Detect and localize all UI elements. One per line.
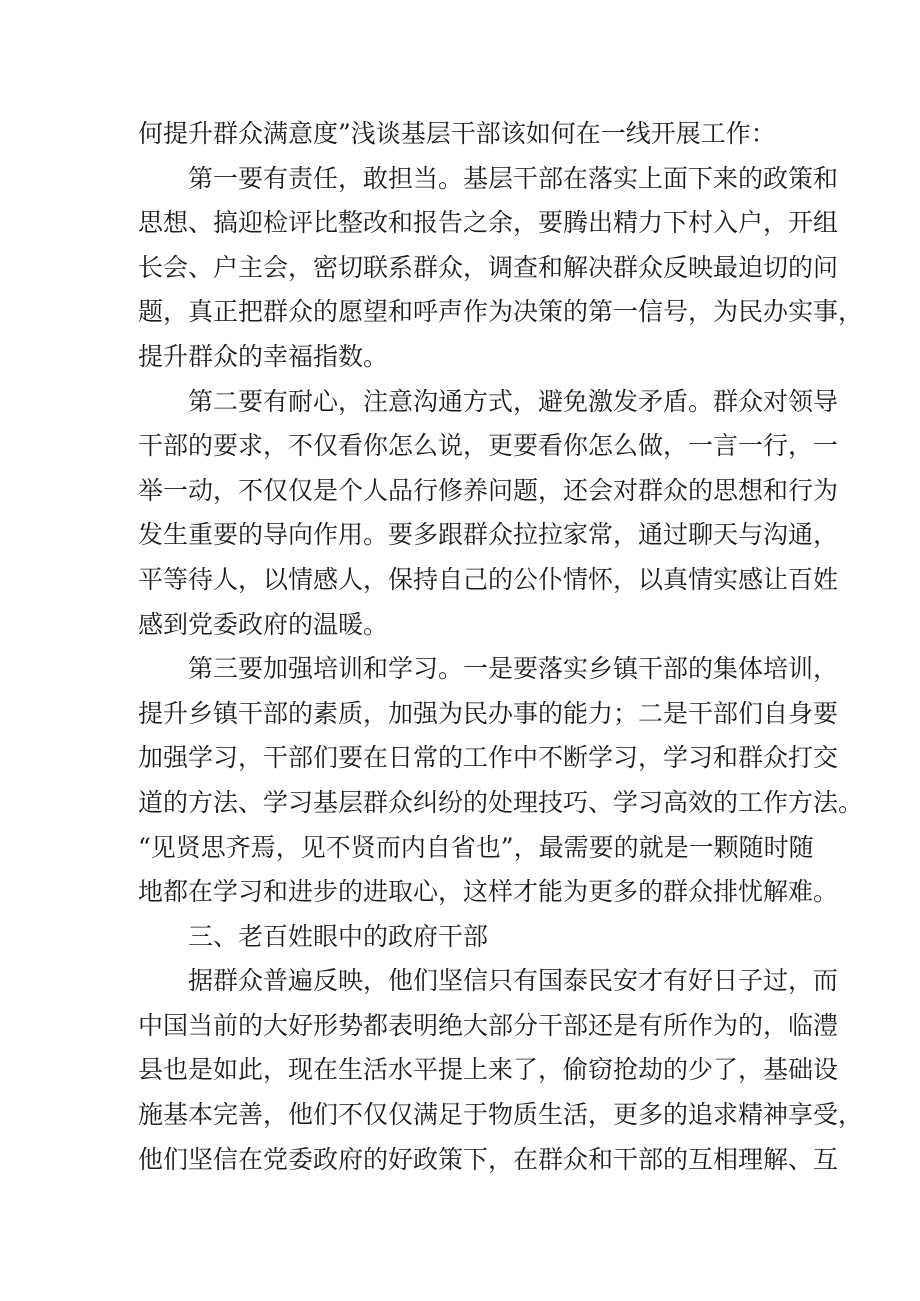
text-line: 平等待人，以情感人，保持自己的公仆情怀，以真情实感让百姓 xyxy=(138,564,839,594)
paragraph-start-line: 第一要有责任，敢担当。基层干部在落实上面下来的政策和 xyxy=(188,163,839,193)
text-line: 加强学习，干部们要在日常的工作中不断学习，学习和群众打交 xyxy=(138,743,839,773)
paragraph-start-line: 第二要有耐心，注意沟通方式，避免激发矛盾。群众对领导 xyxy=(188,386,839,416)
text-line: 题，真正把群众的愿望和呼声作为决策的第一信号，为民办实事， xyxy=(138,297,864,327)
paragraph-end-line: 感到党委政府的温暖。 xyxy=(138,609,389,639)
text-line: 道的方法、学习基层群众纠纷的处理技巧、学习高效的工作方法。 xyxy=(138,787,864,817)
paragraph-start-line: 第三要加强培训和学习。一是要落实乡镇干部的集体培训， xyxy=(188,654,839,684)
section-heading: 三、老百姓眼中的政府干部 xyxy=(188,921,489,951)
text-line: 长会、户主会，密切联系群众，调查和解决群众反映最迫切的问 xyxy=(138,252,839,282)
text-line: 他们坚信在党委政府的好政策下，在群众和干部的互相理解、互 xyxy=(138,1144,839,1174)
paragraph-end-line: 提升群众的幸福指数。 xyxy=(138,341,389,371)
paragraph-end-line: 地都在学习和进步的进取心，这样才能为更多的群众排忧解难。 xyxy=(138,877,839,907)
text-line: 中国当前的大好形势都表明绝大部分干部还是有所作为的，临澧 xyxy=(138,1010,839,1040)
document-body xyxy=(138,112,864,1182)
text-line: 提升乡镇干部的素质，加强为民办事的能力；二是干部们自身要 xyxy=(138,698,839,728)
paragraph-start-line: 据群众普遍反映，他们坚信只有国泰民安才有好日子过，而 xyxy=(188,966,839,996)
text-line: 思想、搞迎检评比整改和报告之余，要腾出精力下村入户，开组 xyxy=(138,208,839,238)
text-line: 举一动，不仅仅是个人品行修养问题，还会对群众的思想和行为 xyxy=(138,475,839,505)
text-line: “见贤思齐焉，见不贤而内自省也”，最需要的就是一颗随时随 xyxy=(138,832,814,862)
text-line: 施基本完善，他们不仅仅满足于物质生活，更多的追求精神享受， xyxy=(138,1100,864,1130)
text-line: 发生重要的导向作用。要多跟群众拉拉家常，通过聊天与沟通， xyxy=(138,520,839,550)
text-line: 何提升群众满意度”浅谈基层干部该如何在一线开展工作： xyxy=(138,119,776,148)
text-line: 县也是如此，现在生活水平提上来了，偷窃抢劫的少了，基础设 xyxy=(138,1055,839,1085)
text-line: 干部的要求，不仅看你怎么说，更要看你怎么做，一言一行，一 xyxy=(138,431,839,461)
